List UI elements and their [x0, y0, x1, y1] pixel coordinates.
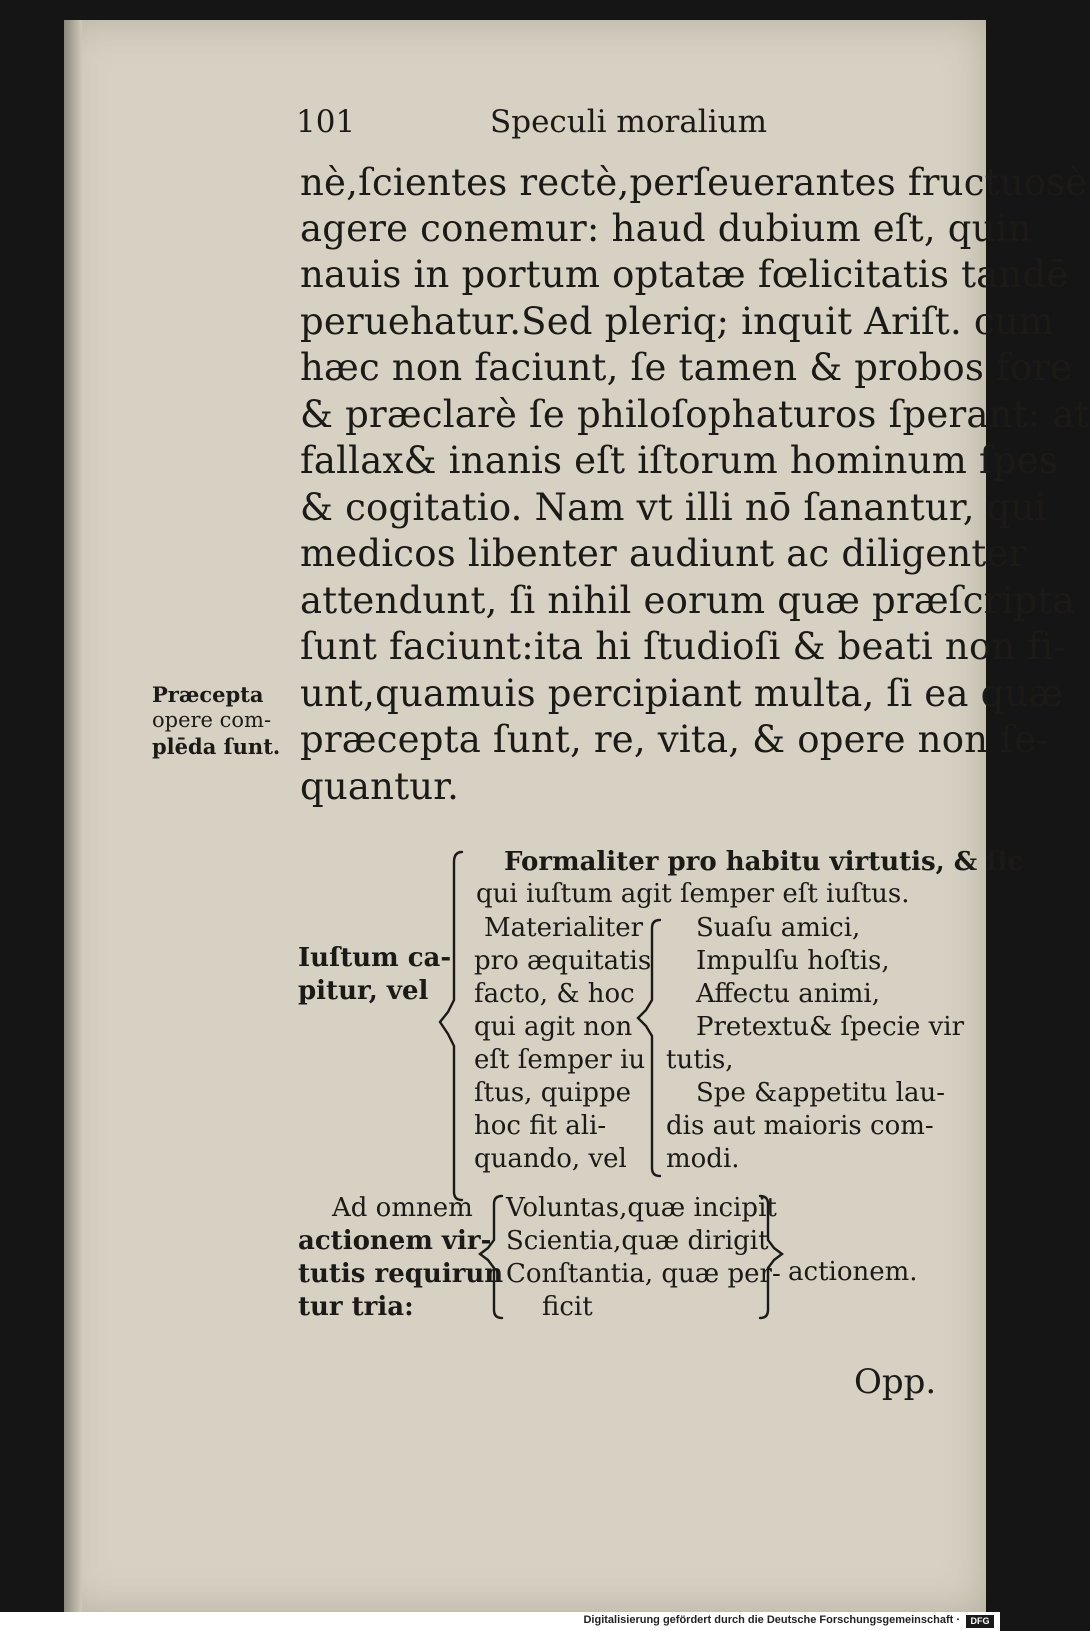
margin-note-line: opere com-	[152, 708, 272, 732]
margin-note-line: Præcepta	[152, 682, 264, 707]
body-line: attendunt, ſi nihil eorum quæ præſcripta	[300, 579, 1075, 622]
body-line: & præclarè ſe philoſophaturos ſperant: at	[300, 393, 1090, 436]
diagram-root-line: pitur, vel	[298, 976, 429, 1006]
catchword: Opp.	[854, 1362, 937, 1402]
diagram2-root-line: tutis requirun	[298, 1259, 504, 1289]
book-page	[64, 20, 1090, 1612]
material-line: eſt ſemper iu	[474, 1045, 646, 1075]
cause-line: Pretextu& ſpecie vir	[696, 1012, 965, 1042]
material-line: ſtus, quippe	[474, 1078, 632, 1108]
diagram2-root-line: tur tria:	[298, 1292, 414, 1322]
material-line: quando, vel	[474, 1144, 627, 1174]
body-line: quantur.	[300, 765, 460, 808]
footer-bar	[0, 1612, 1000, 1631]
result-label: actionem.	[788, 1257, 918, 1287]
requirement-line: Conſtantia, quæ per-	[506, 1259, 781, 1289]
cause-line: Affectu animi,	[696, 979, 880, 1009]
running-title: Speculi moralium	[490, 104, 767, 140]
requirement-line: Scientia,quæ dirigit	[506, 1226, 769, 1256]
body-line: nauis in portum optatæ fœlicitatis tandē	[300, 253, 1069, 296]
body-line: medicos libenter audiunt ac diligenter	[300, 532, 1027, 575]
requirement-line: Voluntas,quæ incipit	[506, 1193, 777, 1223]
page-number: 101	[296, 104, 356, 140]
formal-line: qui iuſtum agit ſemper eſt iuſtus.	[476, 879, 910, 909]
body-line: nè,ſcientes rectè,perſeuerantes fructuosè	[300, 161, 1088, 204]
body-line: peruehatur.Sed pleriq; inquit Ariſt. cum	[300, 300, 1055, 343]
body-line: hæc non faciunt, ſe tamen & probos fore	[300, 346, 1073, 389]
cause-line: dis aut maioris com-	[666, 1111, 934, 1141]
footer-credit: Digitalisierung gefördert durch die Deutsche Forschungsgemeinschaft ·	[583, 1614, 960, 1626]
body-line: agere conemur: haud dubium eſt, quin	[300, 207, 1032, 250]
body-line: ſunt faciunt:ita hi ſtudioſi & beati non fi-	[300, 625, 1067, 668]
dfg-logo: DFG	[966, 1615, 994, 1628]
brace-large	[432, 840, 472, 1220]
material-line: hoc fit ali-	[474, 1111, 607, 1141]
page-gutter	[64, 20, 82, 1612]
body-line: unt,quamuis percipiant multa, ſi ea quæ	[300, 672, 1064, 715]
margin-note-line: plēda ſunt.	[152, 734, 281, 759]
body-line: præcepta ſunt, re, vita, & opere non ſe-	[300, 718, 1049, 761]
cause-line: Suaſu amici,	[696, 913, 861, 943]
material-line: Materialiter	[484, 913, 644, 943]
material-line: facto, & hoc	[474, 979, 635, 1009]
cause-line: Impulſu hoſtis,	[696, 946, 890, 976]
requirement-line: ficit	[542, 1292, 593, 1322]
diagram2-root-line: actionem vir-	[298, 1226, 492, 1256]
cause-line: Spe &appetitu lau-	[696, 1078, 945, 1108]
material-line: qui agit non	[474, 1012, 633, 1042]
brace-causes	[630, 910, 670, 1190]
formal-line: Formaliter pro habitu virtutis, & ſic	[504, 847, 1024, 877]
body-line: fallax& inanis eſt iſtorum hominum ſpes	[300, 439, 1059, 482]
cause-line: modi.	[666, 1144, 740, 1174]
diagram-root-line: Iuſtum ca-	[298, 943, 452, 973]
cause-line: tutis,	[666, 1045, 734, 1075]
body-line: & cogitatio. Nam vt illi nō ſanantur, qui	[300, 486, 1047, 529]
diagram2-root-line: Ad omnem	[332, 1193, 473, 1223]
material-line: pro æquitatis	[474, 946, 652, 976]
